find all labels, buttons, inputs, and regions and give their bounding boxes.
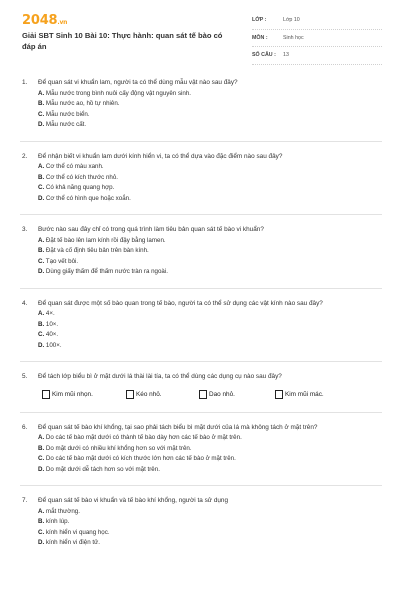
question-text: Để tách lớp biểu bì ở mặt dưới lá thài lài tía, ta có thể dùng các dụng cụ nào sau đây?	[38, 373, 282, 380]
question-6	[0, 423, 400, 476]
option-letter: A.	[38, 236, 45, 244]
option-letter: C.	[38, 455, 45, 462]
option-text: Cơ thể có kích thước nhỏ.	[45, 173, 119, 181]
choice-row	[42, 388, 382, 402]
option-a[interactable]	[38, 507, 382, 518]
option-text: Đặt và cố định tiêu bản trên bàn kính.	[45, 247, 149, 254]
option-a[interactable]	[38, 162, 382, 173]
question-4	[0, 299, 400, 352]
option-letter: B.	[38, 173, 45, 181]
option-a[interactable]	[38, 433, 382, 444]
option-text: 40×.	[45, 331, 59, 338]
option-c[interactable]	[38, 528, 382, 539]
choice-label: Dao nhỏ.	[209, 391, 235, 398]
divider	[20, 214, 382, 215]
meta-info-table	[252, 12, 382, 65]
meta-value: Lớp 10	[283, 17, 300, 24]
option-letter: B.	[38, 100, 45, 107]
option-text: Tạo vết bôi.	[45, 257, 79, 265]
option-text: Có khả năng quang hợp.	[45, 184, 115, 191]
option-letter: A.	[38, 89, 45, 97]
question-3	[0, 225, 400, 278]
option-letter: D.	[38, 539, 45, 546]
option-b[interactable]	[38, 517, 382, 528]
choice-label: Kim mũi mác.	[285, 391, 324, 398]
option-b[interactable]	[38, 99, 382, 110]
choice-item[interactable]	[42, 388, 126, 402]
meta-row-question-count	[252, 47, 382, 65]
divider	[20, 288, 382, 289]
question-number: 1.	[22, 79, 28, 86]
header	[0, 0, 400, 62]
option-text: mắt thường.	[45, 507, 80, 515]
option-text: kính hiển vi điện tử.	[45, 539, 100, 546]
option-d[interactable]	[38, 341, 382, 352]
option-text: 100×.	[45, 341, 62, 349]
question-5	[0, 372, 400, 402]
option-letter: B.	[38, 518, 45, 525]
meta-value: 13	[283, 52, 289, 59]
meta-key: SỐ CÂU :	[252, 52, 276, 59]
logo-suffix: .vn	[57, 19, 68, 26]
question-text: Để quan sát tế bào khí khổng, tại sao phải tách biểu bì mặt dưới của lá mà không tách ở mặt trên?	[38, 423, 318, 431]
option-letter: C.	[38, 528, 45, 536]
meta-row-class	[252, 12, 382, 30]
option-letter: A.	[38, 434, 45, 441]
question-number: 3.	[22, 226, 28, 233]
option-letter: C.	[38, 110, 45, 118]
choice-item[interactable]	[199, 388, 275, 402]
option-letter: A.	[38, 163, 45, 170]
option-c[interactable]	[38, 330, 382, 341]
meta-value: Sinh học	[283, 34, 304, 41]
divider	[20, 361, 382, 362]
question-1	[0, 78, 400, 131]
option-letter: D.	[38, 268, 45, 275]
divider	[20, 412, 382, 413]
option-letter: C.	[38, 184, 45, 191]
option-text: Cơ thể có màu xanh.	[45, 163, 104, 170]
choice-item[interactable]	[126, 388, 199, 402]
option-letter: D.	[38, 341, 45, 349]
choice-item[interactable]	[275, 388, 324, 402]
option-text: Đặt tế bào lên lam kính rồi đậy bằng lamen.	[45, 236, 166, 244]
option-d[interactable]	[38, 465, 382, 476]
logo-text: 2048	[22, 13, 58, 28]
option-letter: C.	[38, 331, 45, 338]
checkbox[interactable]	[42, 390, 50, 399]
question-text: Để nhận biết vi khuẩn lam dưới kính hiển vi, ta có thể dựa vào đặc điểm nào sau đây?	[38, 152, 283, 160]
question-text: Để quan sát vi khuẩn lam, người ta có thể dùng mẫu vật nào sau đây?	[38, 79, 238, 86]
option-letter: D.	[38, 465, 45, 473]
option-text: 4×.	[45, 310, 55, 317]
checkbox[interactable]	[126, 390, 134, 399]
option-letter: B.	[38, 320, 45, 328]
option-letter: B.	[38, 444, 45, 452]
option-d[interactable]	[38, 120, 382, 131]
option-text: 10×.	[45, 320, 59, 328]
option-letter: D.	[38, 194, 45, 202]
option-a[interactable]	[38, 309, 382, 320]
option-letter: A.	[38, 310, 45, 317]
option-b[interactable]	[38, 320, 382, 331]
option-text: Mẫu nước cất.	[45, 121, 87, 128]
option-letter: A.	[38, 507, 45, 515]
question-text: Để quan sát tế bào vi khuẩn và tế bào khí khổng, người ta sử dụng	[38, 497, 229, 504]
option-b[interactable]	[38, 173, 382, 184]
question-2	[0, 152, 400, 205]
option-letter: B.	[38, 247, 45, 254]
option-d[interactable]	[38, 267, 382, 278]
option-b[interactable]	[38, 246, 382, 257]
divider	[20, 485, 382, 486]
option-a[interactable]	[38, 89, 382, 100]
question-number: 6.	[22, 423, 28, 431]
question-number: 2.	[22, 152, 28, 160]
option-text: kính lúp.	[45, 518, 70, 525]
option-letter: D.	[38, 121, 45, 128]
question-text: Bước nào sau đây chỉ có trong quá trình làm tiêu bản quan sát tế bào vi khuẩn?	[38, 226, 264, 233]
option-text: Cơ thể có hình que hoặc xoắn.	[45, 194, 131, 202]
page-title: Giải SBT Sinh 10 Bài 10: Thực hành: quan sát tế bào có đáp án	[22, 31, 223, 51]
choice-label: Kim mũi nhọn.	[52, 391, 93, 398]
question-number: 5.	[22, 373, 28, 380]
meta-key: MÔN :	[252, 34, 268, 41]
choice-label: Kéo nhỏ.	[136, 391, 162, 398]
question-text: Để quan sát được một số bào quan trong tế bào, người ta có thể sử dụng các vật kính nào sau đây?	[38, 299, 323, 307]
option-c[interactable]	[38, 257, 382, 268]
option-letter: C.	[38, 257, 45, 265]
option-a[interactable]	[38, 236, 382, 247]
option-text: Do mặt dưới có nhiều khí khổng hơn so với mặt trên.	[45, 444, 192, 452]
option-text: Do các tế bào mặt dưới có thành tế bào dày hơn các tế bào ở mặt trên.	[45, 434, 242, 441]
option-d[interactable]	[38, 194, 382, 205]
question-number: 4.	[22, 299, 28, 307]
option-text: Do các tế bào mặt dưới có kích thước lớn hơn các tế bào ở mặt trên.	[45, 455, 236, 462]
checkbox[interactable]	[199, 390, 207, 399]
option-c[interactable]	[38, 454, 382, 465]
checkbox[interactable]	[275, 390, 283, 399]
option-d[interactable]	[38, 538, 382, 549]
meta-key: LỚP :	[252, 17, 267, 24]
option-text: Dùng giấy thấm để thấm nước tràn ra ngoài.	[45, 268, 168, 275]
option-c[interactable]	[38, 183, 382, 194]
option-text: Mẫu nước ao, hồ tự nhiên.	[45, 100, 120, 107]
site-logo[interactable]	[22, 13, 67, 28]
question-list	[0, 78, 400, 549]
option-text: Do mặt dưới dễ tách hơn so với mặt trên.	[45, 465, 160, 473]
meta-row-subject	[252, 30, 382, 48]
question-7	[0, 496, 400, 549]
option-text: Mẫu nước biển.	[45, 110, 90, 118]
divider	[20, 141, 382, 142]
option-text: Mẫu nước trong bình nuôi cấy động vật nguyên sinh.	[45, 89, 192, 97]
question-number: 7.	[22, 497, 28, 504]
option-b[interactable]	[38, 444, 382, 455]
option-text: kính hiển vi quang học.	[45, 528, 110, 536]
option-c[interactable]	[38, 110, 382, 121]
